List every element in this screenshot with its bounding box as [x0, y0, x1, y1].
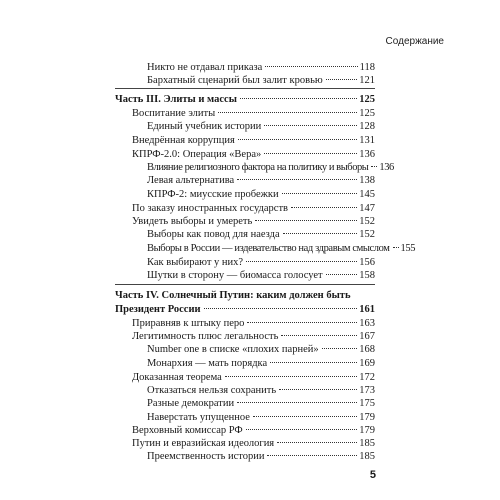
toc-entry-title: Воспитание элиты	[132, 108, 216, 119]
toc-entry	[132, 425, 375, 437]
toc-entry-title: Доказанная теорема	[132, 372, 222, 383]
dot-leader	[240, 98, 357, 99]
running-header: Содержание	[385, 36, 444, 47]
dot-leader	[265, 66, 357, 67]
toc-entry	[147, 257, 375, 269]
toc-part-title-line: Часть IV. Солнечный Путин: каким должен быть	[115, 290, 351, 301]
toc-entry-title: Внедрённая коррупция	[132, 135, 235, 146]
toc-entry	[147, 162, 394, 174]
section-divider	[115, 88, 375, 89]
toc-entry	[132, 135, 375, 147]
toc-entry-page: 121	[359, 75, 375, 86]
toc-entry	[147, 451, 375, 463]
section-divider	[115, 284, 375, 285]
dot-leader	[371, 166, 377, 167]
toc-entry-page: 175	[359, 398, 375, 409]
toc-entry-title: Отказаться нельзя сохранить	[147, 385, 277, 396]
dot-leader	[283, 233, 358, 234]
toc-entry	[147, 243, 416, 255]
toc-entry-title: Увидеть выборы и умереть	[132, 216, 253, 227]
toc-entry-page: 125	[359, 108, 375, 119]
dot-leader	[393, 247, 399, 248]
dot-leader	[237, 179, 357, 180]
dot-leader	[246, 429, 358, 430]
toc-entry-page: 155	[400, 243, 416, 254]
dot-leader	[225, 376, 357, 377]
toc-entry	[147, 229, 375, 241]
toc-entry-page: 172	[359, 372, 375, 383]
toc-entry	[147, 121, 375, 133]
toc-entry	[132, 108, 375, 120]
toc-entry	[132, 149, 375, 161]
dot-leader	[237, 402, 357, 403]
toc-entry-title: Путин и евразийская идеология	[132, 438, 275, 449]
toc-entry-page: 138	[359, 175, 375, 186]
toc-entry	[147, 358, 375, 370]
dot-leader	[267, 455, 357, 456]
toc-entry	[132, 331, 375, 343]
toc-entry-title: КПРФ-2: миусские пробежки	[147, 189, 279, 200]
toc-entry-title: Президент России	[115, 304, 201, 315]
toc-entry	[132, 203, 375, 215]
toc-entry	[147, 270, 375, 282]
dot-leader	[255, 220, 357, 221]
dot-leader	[282, 193, 358, 194]
toc-entry-page: 163	[359, 318, 375, 329]
page-number: 5	[369, 469, 376, 481]
toc-entry-title: Выборы в России — издевательство над здравым смыслом	[147, 243, 390, 254]
toc-entry-title: Монархия — мать порядка	[147, 358, 268, 369]
dot-leader	[270, 362, 357, 363]
toc-entry-title: Влияние религиозного фактора на политику и выборы	[147, 162, 369, 173]
toc-entry	[147, 62, 375, 74]
toc-entry-page: 173	[359, 385, 375, 396]
toc-entry-page: 161	[359, 304, 375, 315]
dot-leader	[281, 335, 357, 336]
toc-entry-title: Как выбирают у них?	[147, 257, 244, 268]
toc-entry-page: 152	[359, 229, 375, 240]
toc-entry	[132, 318, 375, 330]
toc-entry-page: 179	[359, 425, 375, 436]
toc-entry	[132, 372, 375, 384]
toc-entry-page: 147	[359, 203, 375, 214]
toc-entry-title: Преемственность истории	[147, 451, 265, 462]
toc-entry	[147, 412, 375, 424]
toc-entry-title: Приравняв к штыку перо	[132, 318, 245, 329]
toc-entry-page: 169	[359, 358, 375, 369]
toc-entry	[132, 216, 375, 228]
toc-entry-page: 145	[359, 189, 375, 200]
toc-entry-title: Бархатный сценарий был залит кровью	[147, 75, 323, 86]
dot-leader	[253, 416, 357, 417]
toc-entry-page: 185	[359, 451, 375, 462]
dot-leader	[238, 139, 357, 140]
toc-entry-page: 158	[359, 270, 375, 281]
toc-entry	[147, 398, 375, 410]
toc-entry-page: 156	[359, 257, 375, 268]
toc-entry-page: 168	[359, 344, 375, 355]
toc-entry-title: Единый учебник истории	[147, 121, 262, 132]
toc-entry-title: Number one в списке «плохих парней»	[147, 344, 319, 355]
toc-entry-page: 185	[359, 438, 375, 449]
toc-entry-page: 128	[359, 121, 375, 132]
toc-entry-title: Разные демократии	[147, 398, 235, 409]
dot-leader	[246, 261, 357, 262]
dot-leader	[204, 308, 358, 309]
toc-entry-title: Шутки в сторону — биомасса голосует	[147, 270, 323, 281]
toc-entry-page: 179	[359, 412, 375, 423]
toc-entry-page: 167	[359, 331, 375, 342]
toc-entry-page: 136	[359, 149, 375, 160]
dot-leader	[279, 389, 357, 390]
dot-leader	[264, 153, 357, 154]
toc-entry-page: 152	[359, 216, 375, 227]
toc-entry-title: Легитимность плюс легальность	[132, 331, 279, 342]
toc-entry	[147, 175, 375, 187]
toc-entry-title: Левая альтернатива	[147, 175, 235, 186]
toc-entry	[147, 344, 375, 356]
dot-leader	[247, 322, 357, 323]
toc-entry-title: По заказу иностранных государств	[132, 203, 289, 214]
dot-leader	[322, 348, 358, 349]
dot-leader	[291, 207, 357, 208]
toc-entry-title: Никто не отдавал приказа	[147, 62, 263, 73]
toc-entry-page: 118	[359, 62, 375, 73]
dot-leader	[264, 125, 357, 126]
toc-entry-page: 136	[379, 162, 394, 173]
toc-entry-title: Верховный комиссар РФ	[132, 425, 243, 436]
toc-entry-title: Часть III. Элиты и массы	[115, 94, 237, 105]
toc-entry	[147, 385, 375, 397]
toc-entry-page: 125	[359, 94, 375, 105]
dot-leader	[326, 274, 358, 275]
toc-entry	[147, 75, 375, 87]
toc-entry	[132, 438, 375, 450]
toc-entry-title: Наверстать упущенное	[147, 412, 250, 423]
toc-entry	[147, 189, 375, 201]
dot-leader	[326, 79, 358, 80]
toc-entry-title: КПРФ-2.0: Операция «Вера»	[132, 149, 262, 160]
toc-entry-page: 131	[359, 135, 375, 146]
dot-leader	[218, 112, 357, 113]
dot-leader	[277, 442, 357, 443]
toc-part-entry	[115, 304, 375, 316]
toc-entry-title: Выборы как повод для наезда	[147, 229, 280, 240]
toc-part-entry	[115, 94, 375, 106]
